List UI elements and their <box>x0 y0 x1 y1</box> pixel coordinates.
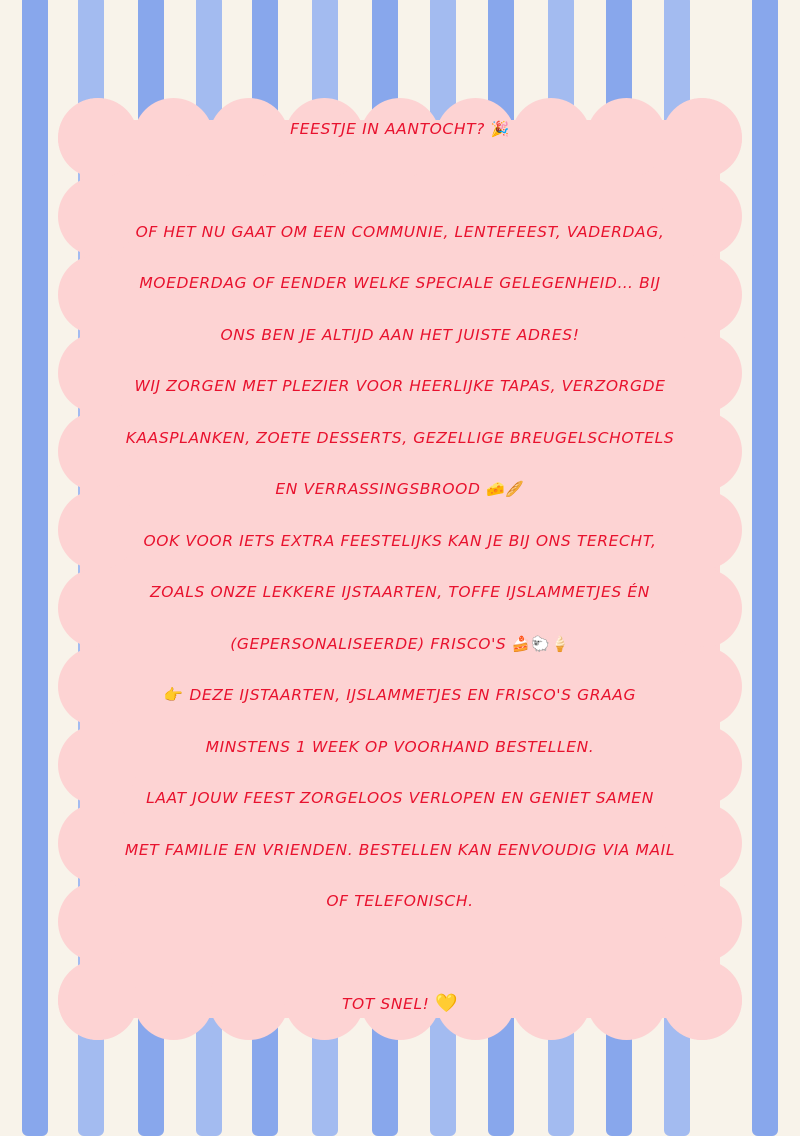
stripe <box>752 0 778 1136</box>
stripe <box>22 0 48 1136</box>
text-line: LAAT JOUW FEEST ZORGELOOS VERLOPEN EN GENIET SAMEN <box>146 789 654 807</box>
text-line: MET FAMILIE EN VRIENDEN. BESTELLEN KAN EENVOUDIG VIA MAIL <box>124 840 676 859</box>
text-line: (GEPERSONALISEERDE) FRISCO'S 🍰🐑🍦 <box>230 634 570 653</box>
text-line: 👉 DEZE IJSTAARTEN, IJSLAMMETJES EN FRISCO'S GRAAG <box>163 686 637 704</box>
text-line: ZOALS ONZE LEKKERE IJSTAARTEN, TOFFE IJSLAMMETJES ÉN <box>150 583 650 601</box>
flyer-text <box>100 110 700 1036</box>
closing-line: TOT SNEL! 💛 <box>341 992 459 1014</box>
text-line: WIJ ZORGEN MET PLEZIER VOOR HEERLIJKE TAPAS, VERZORGDE <box>134 377 666 395</box>
pointing-hand-icon: 👉 <box>163 686 184 704</box>
cheese-bread-icon: 🧀🥖 <box>486 480 525 498</box>
text-line: MINSTENS 1 WEEK OP VOORHAND BESTELLEN. <box>205 737 595 756</box>
yellow-heart-icon: 💛 <box>435 992 459 1014</box>
flyer-title: FEESTJE IN AANTOCHT? 🎉 <box>290 120 510 138</box>
text-line: KAASPLANKEN, ZOETE DESSERTS, GEZELLIGE BREUGELSCHOTELS <box>125 428 675 447</box>
party-icon: 🎉 <box>490 120 510 138</box>
text-line: OOK VOOR IETS EXTRA FEESTELIJKS KAN JE BIJ ONS TERECHT, <box>143 531 657 550</box>
text-line: OF TELEFONISCH. <box>326 892 474 910</box>
text-line: ONS BEN JE ALTIJD AAN HET JUISTE ADRES! <box>220 325 580 344</box>
text-line: MOEDERDAG OF EENDER WELKE SPECIALE GELEGENHEID… BIJ <box>139 274 661 292</box>
cake-lamb-icecream-icon: 🍰🐑🍦 <box>511 634 570 653</box>
text-line: EN VERRASSINGSBROOD 🧀🥖 <box>275 480 525 498</box>
text-line: OF HET NU GAAT OM EEN COMMUNIE, LENTEFEEST, VADERDAG, <box>135 222 665 241</box>
